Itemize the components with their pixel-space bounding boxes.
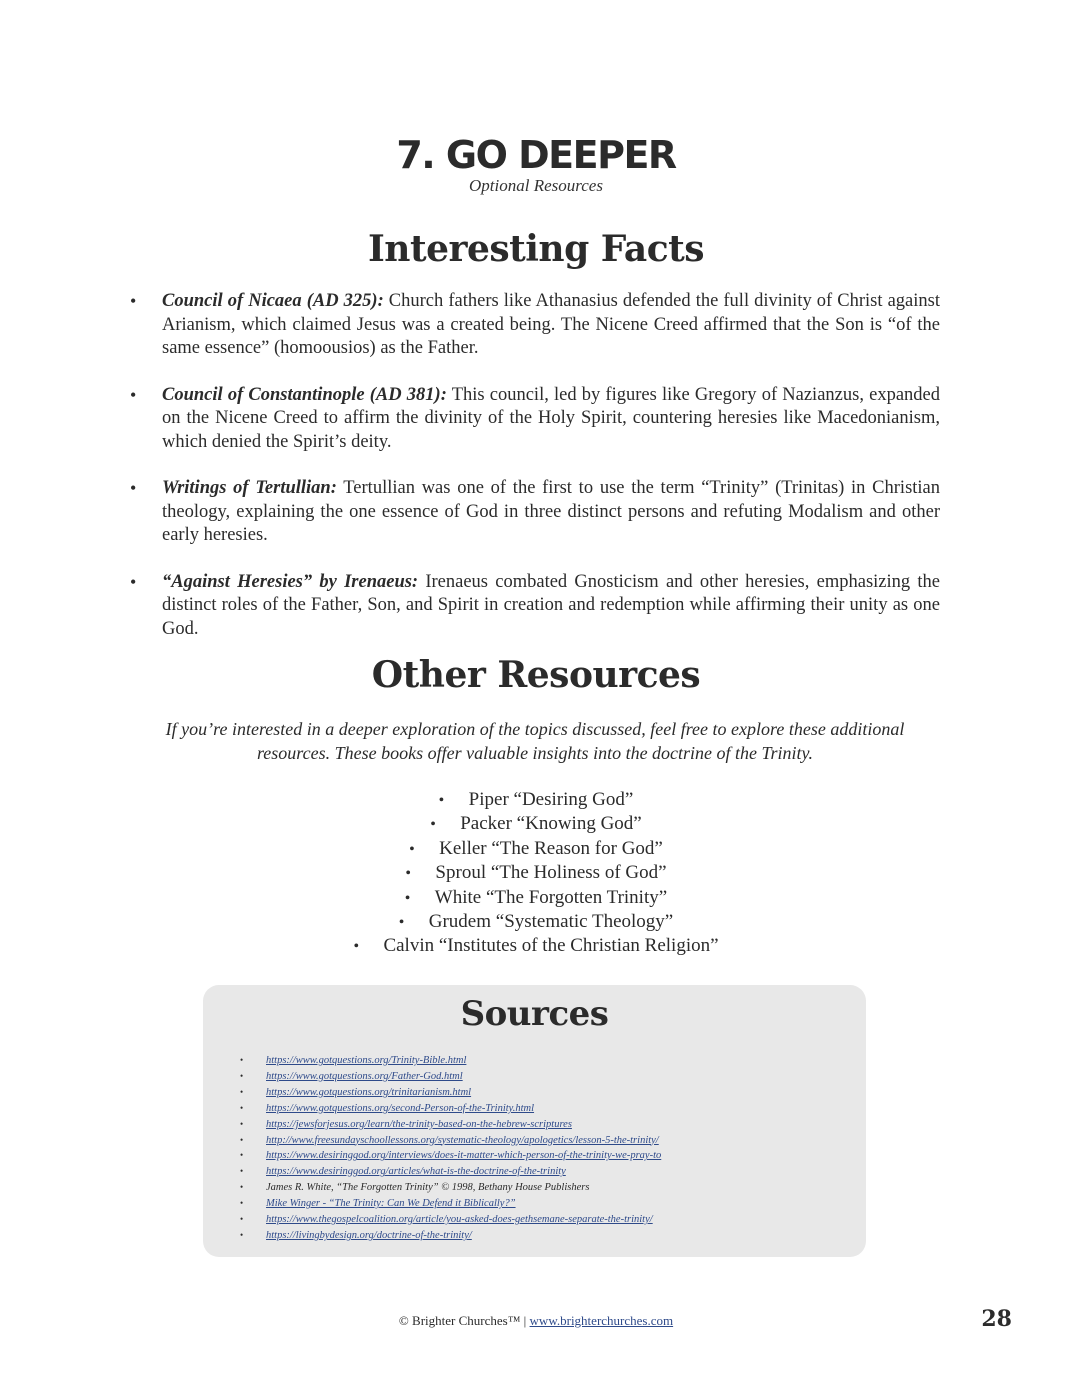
book-item [0,812,1072,836]
book-item [0,837,1072,861]
sources-heading: Sources [460,994,609,1034]
fact-title: Writings of Tertullian: [162,478,337,498]
source-citation: James R. White, “The Forgotten Trinity” © 1998, Bethany House Publishers [266,1182,590,1194]
page-title: 7. GO DEEPER [396,133,676,177]
bullet-icon: • [353,938,360,956]
fact-item [130,384,940,455]
fact-item [130,290,940,361]
book-item [0,910,1072,934]
book-item [0,788,1072,812]
bullet-icon: • [240,1150,244,1161]
page-number: 28 [981,1306,1012,1332]
bullet-icon: • [240,1055,244,1065]
interesting-facts-heading: Interesting Facts [367,228,705,270]
book-item [0,886,1072,910]
source-link[interactable]: https://www.gotquestions.org/Father-God.html [266,1070,463,1082]
source-item[interactable] [240,1117,840,1133]
book-title: Packer “Knowing God” [460,813,642,835]
fact-item [130,477,940,548]
bullet-icon: • [398,914,405,932]
source-link[interactable]: https://www.gotquestions.org/second-Person-of-the-Trinity.html [266,1102,535,1114]
source-item[interactable] [240,1069,840,1085]
bullet-icon: • [405,865,412,883]
source-link[interactable]: https://jewsforjesus.org/learn/the-trinity-based-on-the-hebrew-scriptures [266,1118,572,1130]
source-link[interactable]: https://www.desiringgod.org/articles/what-is-the-doctrine-of-the-trinity [266,1166,566,1178]
bullet-icon: • [130,571,137,592]
bullet-icon: • [240,1134,244,1145]
bullet-icon: • [438,792,445,809]
book-title: Sproul “The Holiness of God” [435,862,667,884]
source-item [240,1180,840,1196]
other-resources-intro: If you’re interested in a deeper exploration of the topics discussed, feel free to explore these additional resources. These books offer valuable insights into the doctrine of the Trinity. [165,719,905,763]
bullet-icon: • [240,1166,244,1177]
source-link[interactable]: https://www.gotquestions.org/trinitarianism.html [266,1086,472,1098]
bullet-icon: • [130,384,137,405]
bullet-icon: • [409,840,415,858]
footer-website-link[interactable]: www.brighterchurches.com [529,1313,674,1328]
fact-item [130,571,940,642]
source-link[interactable]: http://www.freesundayschoollessons.org/systematic-theology/apologetics/lesson-5-the-trinity/ [266,1134,659,1146]
book-title: Grudem “Systematic Theology” [428,911,674,933]
bullet-icon: • [130,291,137,311]
bullet-icon: • [240,1229,244,1240]
bullet-icon: • [130,478,137,498]
bullet-icon: • [240,1102,244,1113]
source-link[interactable]: https://www.desiringgod.org/interviews/does-it-matter-which-person-of-the-trinity-we-pray-to [266,1150,662,1162]
bullet-icon: • [430,816,436,834]
book-list [0,788,1072,959]
source-item[interactable] [240,1164,840,1180]
source-item[interactable] [240,1085,840,1101]
source-item[interactable] [240,1228,840,1244]
fact-text: Irenaeus combated Gnosticism and other heresies, emphasizing the distinct roles of the Father, Son, and Spirit in creation and redemption while affirming their unity as one God. [162,571,940,639]
book-title: White “The Forgotten Trinity” [434,886,668,908]
bullet-icon: • [404,889,411,907]
fact-text: This council, led by figures like Gregory of Nazianzus, expanded on the Nicene Creed to affirm the divinity of the Holy Spirit, countering heresies like Macedonianism, which denied the Spirit’s deity. [162,384,940,452]
book-title: Calvin “Institutes of the Christian Religion” [383,935,719,957]
source-item[interactable] [240,1101,840,1117]
source-link[interactable]: https://www.thegospelcoalition.org/article/you-asked-does-gethsemane-separate-the-trinity/ [266,1214,653,1226]
bullet-icon: • [240,1118,244,1129]
source-item[interactable] [240,1212,840,1228]
fact-title: “Against Heresies” by Irenaeus: [162,571,419,592]
book-title: Piper “Desiring God” [468,789,634,810]
source-item[interactable] [240,1133,840,1149]
source-item[interactable] [240,1148,840,1164]
sources-list [240,1053,840,1244]
fact-title: Council of Nicaea (AD 325): [162,291,384,311]
other-resources-heading: Other Resources [371,654,701,696]
source-link[interactable]: Mike Winger - “The Trinity: Can We Defend it Biblically?” [266,1198,516,1210]
bullet-icon: • [240,1198,244,1209]
bullet-icon: • [240,1214,244,1225]
source-link[interactable]: https://livingbydesign.org/doctrine-of-the-trinity/ [266,1229,472,1241]
source-link[interactable]: https://www.gotquestions.org/Trinity-Bible.html [266,1055,467,1066]
book-title: Keller “The Reason for God” [439,837,663,859]
bullet-icon: • [240,1070,244,1081]
fact-text: Tertullian was one of the first to use the term “Trinity” (Trinitas) in Christian theology, explaining the one essence of God in three distinct persons and refuting Modalism and other early heresies. [162,478,941,545]
bullet-icon: • [240,1182,244,1193]
fact-text: Church fathers like Athanasius defended the full divinity of Christ against Arianism, which claimed Jesus was a created being. The Nicene Creed affirmed that the Son is “of the same essence” (homoousios) as the Father. [162,291,940,358]
bullet-icon: • [240,1086,244,1097]
fact-title: Council of Constantinople (AD 381): [162,384,447,405]
source-item[interactable] [240,1196,840,1212]
footer [0,1313,1072,1329]
page-subtitle: Optional Resources [469,176,603,195]
book-item [0,934,1072,958]
book-item [0,861,1072,885]
interesting-facts-list [130,290,940,664]
source-item[interactable] [240,1053,840,1069]
footer-copyright: © Brighter Churches™ | [398,1313,530,1328]
